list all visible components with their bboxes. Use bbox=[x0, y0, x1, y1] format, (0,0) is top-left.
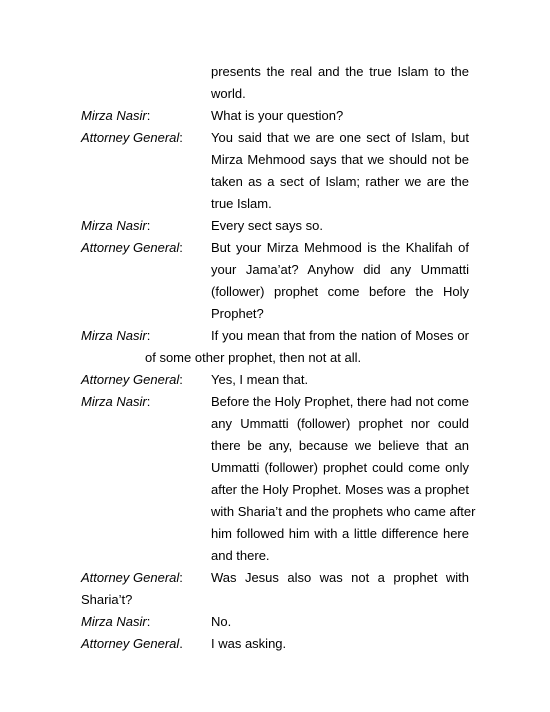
answer-text-line: No. bbox=[211, 614, 232, 629]
answer-text-line: any Ummatti (follower) prophet nor could bbox=[211, 416, 469, 431]
question-text-line: your Jama’at? Anyhow did any Ummatti bbox=[211, 262, 469, 277]
speaker-label: Mirza Nasir: bbox=[81, 328, 151, 343]
answer-text-line: after the Holy Prophet. Moses was a prophet bbox=[211, 482, 469, 497]
question-text-line: Yes, I mean that. bbox=[211, 372, 309, 387]
speaker-label: Mirza Nasir: bbox=[81, 614, 151, 629]
question-text-line: I was asking. bbox=[211, 636, 287, 651]
question-text-line: (follower) prophet come before the Holy bbox=[211, 284, 469, 299]
answer-text-line: with Sharia’t and the prophets who came after bbox=[211, 504, 476, 519]
question-text-line: Prophet? bbox=[211, 306, 264, 321]
question-text-line: Was Jesus also was not a prophet with bbox=[211, 570, 469, 585]
question-text-line: taken as a sect of Islam; rather we are the bbox=[211, 174, 469, 189]
question-text-line: Sharia’t? bbox=[81, 592, 133, 607]
speaker-label: Attorney General: bbox=[81, 130, 183, 145]
speaker-label: Attorney General: bbox=[81, 240, 183, 255]
question-text-line: But your Mirza Mehmood is the Khalifah of bbox=[211, 240, 469, 255]
answer-text-line: world. bbox=[211, 86, 246, 101]
question-text-line: Mirza Mehmood says that we should not be bbox=[211, 152, 469, 167]
answer-text-line: of some other prophet, then not at all. bbox=[145, 350, 362, 365]
answer-text-line: Ummatti (follower) prophet could come only bbox=[211, 460, 469, 475]
answer-text-line: If you mean that from the nation of Moses or bbox=[211, 328, 469, 343]
answer-text-line: there be any, because we believe that an bbox=[211, 438, 469, 453]
answer-text-line: presents the real and the true Islam to the bbox=[211, 64, 469, 79]
question-text-line: You said that we are one sect of Islam, but bbox=[211, 130, 469, 145]
answer-text-line: him followed him with a little difference here bbox=[211, 526, 469, 541]
answer-text-line: and there. bbox=[211, 548, 270, 563]
speaker-label: Attorney General. bbox=[81, 636, 183, 651]
speaker-label: Attorney General: bbox=[81, 372, 183, 387]
speaker-label: Mirza Nasir: bbox=[81, 394, 151, 409]
speaker-label: Mirza Nasir: bbox=[81, 108, 151, 123]
answer-text-line: What is your question? bbox=[211, 108, 344, 123]
question-text-line: true Islam. bbox=[211, 196, 272, 211]
speaker-label: Attorney General: bbox=[81, 570, 183, 585]
answer-text-line: Every sect says so. bbox=[211, 218, 323, 233]
answer-text-line: Before the Holy Prophet, there had not come bbox=[211, 394, 469, 409]
speaker-label: Mirza Nasir: bbox=[81, 218, 151, 233]
